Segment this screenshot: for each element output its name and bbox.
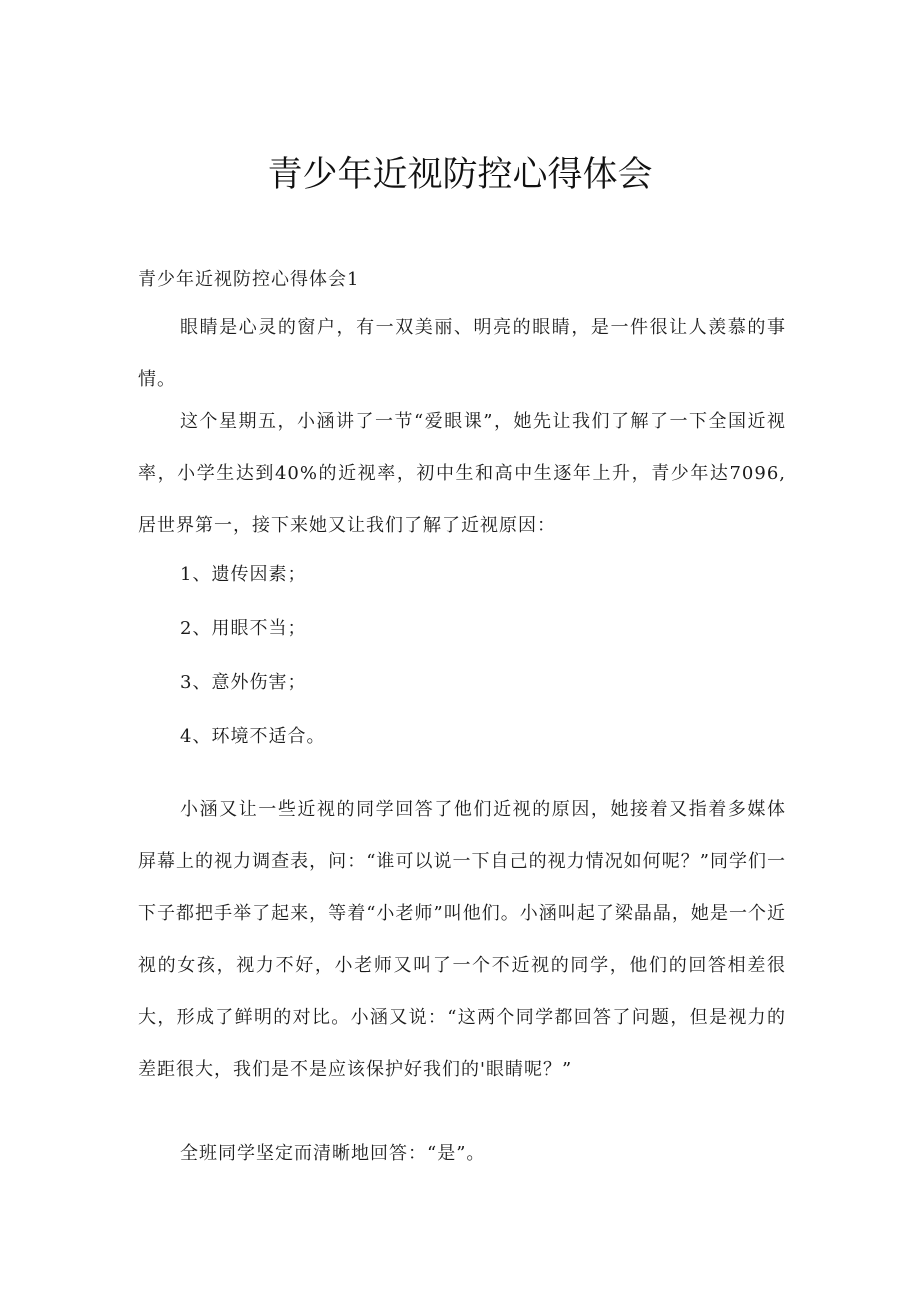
paragraph-2: 这个星期五，小涵讲了一节“爱眼课”，她先让我们了解了一下全国近视率，小学生达到40%的近视率，初中生和高中生逐年上升，青少年达7096,居世界第一，接下来她又让我们了解了近视原因： <box>138 411 786 536</box>
cause-item-1: 1、遗传因素； <box>180 564 307 585</box>
paragraph-3: 小涵又让一些近视的同学回答了他们近视的原因，她接着又指着多媒体屏幕上的视力调查表，问：“谁可以说一下自己的视力情况如何呢？”同学们一下子都把手举了起来，等着“小老师”叫他们。小涵叫起了梁晶晶，她是一个近视的女孩，视力不好，小老师又叫了一个不近视的同学，他们的回答相差很大，形成了鲜明的对比。小涵又说：“这两个同学都回答了问题，但是视力的差距很大，我们是不是应该保护好我们的'眼睛呢？” <box>138 799 786 1080</box>
cause-item-4: 4、环境不适合。 <box>180 726 326 747</box>
cause-item-3: 3、意外伤害； <box>180 672 307 693</box>
paragraph-4: 全班同学坚定而清晰地回答：“是”。 <box>180 1143 486 1164</box>
document-title: 青少年近视防控心得体会 <box>267 155 653 195</box>
section-heading: 青少年近视防控心得体会1 <box>138 269 360 290</box>
cause-item-2: 2、用眼不当； <box>180 618 307 639</box>
paragraph-1: 眼睛是心灵的窗户，有一双美丽、明亮的眼睛，是一件很让人羡慕的事情。 <box>138 317 786 390</box>
